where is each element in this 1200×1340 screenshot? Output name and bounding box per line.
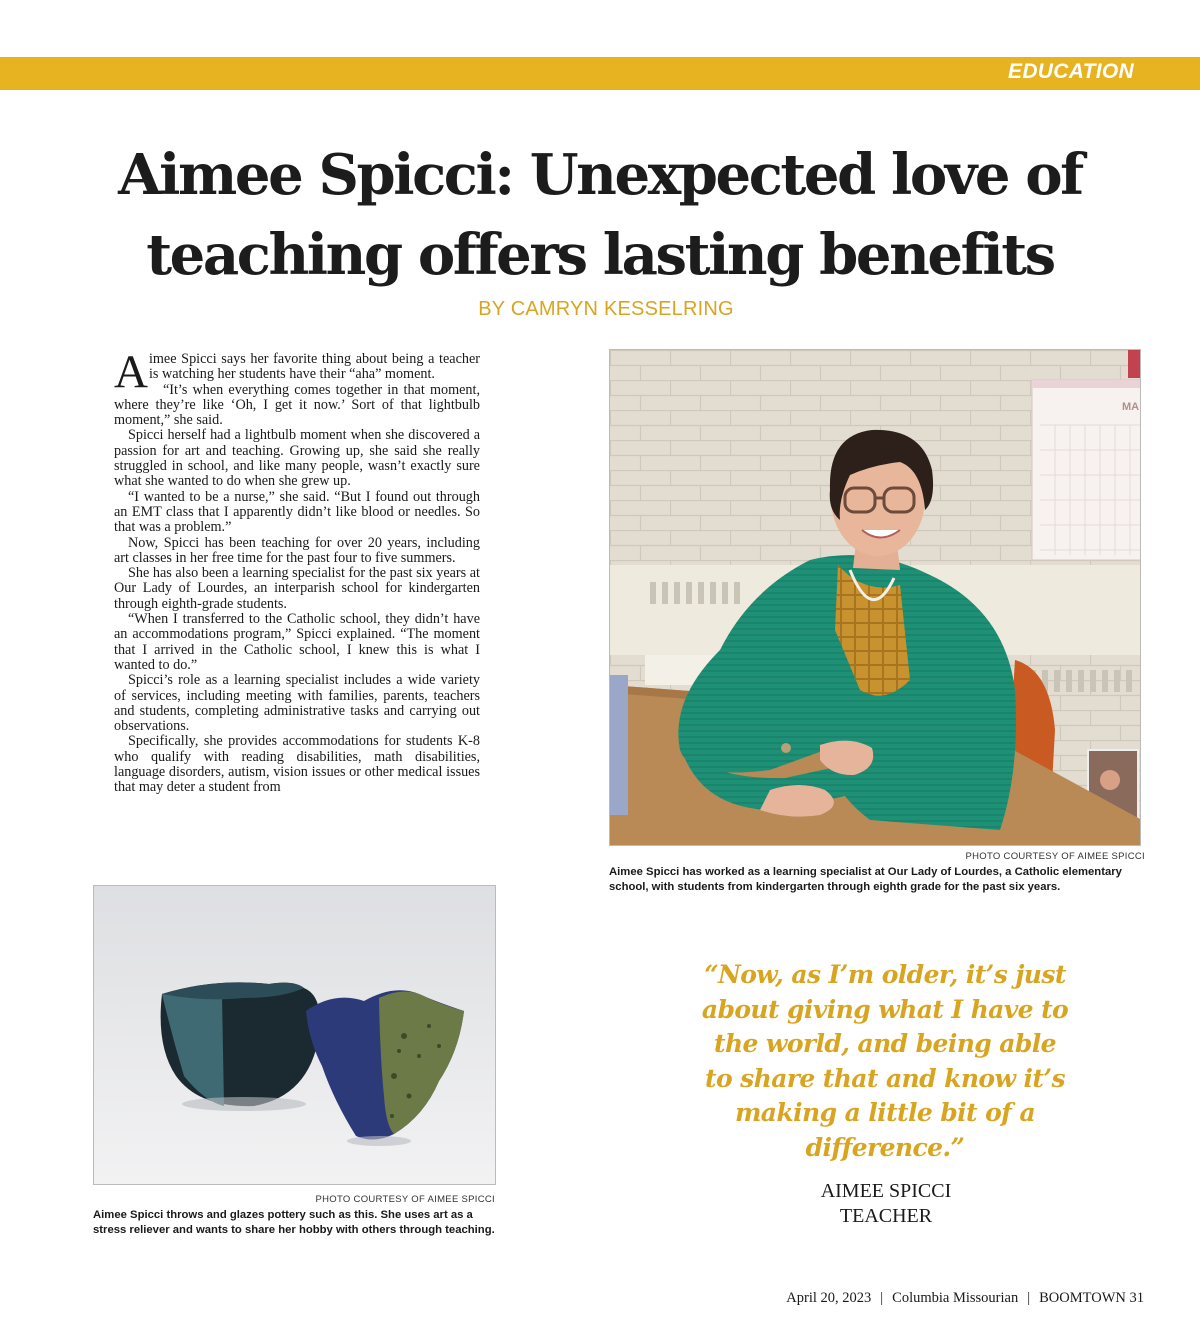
drop-cap: A — [114, 346, 148, 398]
body-paragraph: Spicci’s role as a learning specialist includes a wide variety of services, including meeting with families, parents, teachers and students, completing administrative tasks and carrying out observations. — [114, 672, 480, 735]
pottery-photo — [93, 885, 496, 1185]
body-paragraph: Specifically, she provides accommodations for students K-8 who qualify with reading disabilities, math disabilities, language disorders, autism, vision issues or other medical issues that may deter a student from — [114, 733, 480, 796]
first-paragraph-text: imee Spicci says her favorite thing about being a teacher is watching her students have their “aha” moment. — [148, 351, 480, 383]
headline: Aimee Spicci: Unexpected love of teaching offers lasting benefits — [118, 142, 1082, 288]
footer-separator: | — [1027, 1290, 1031, 1306]
pull-quote — [680, 958, 1090, 1165]
footer-section-page: BOOMTOWN 31 — [1039, 1290, 1144, 1306]
footer-paper: Columbia Missourian — [892, 1290, 1019, 1306]
first-paragraph — [114, 346, 480, 398]
body-paragraph: Now, Spicci has been teaching for over 20 years, including art classes in her free time for the past four to five summers. — [114, 534, 480, 566]
photo-caption: Aimee Spicci throws and glazes pottery such as this. She uses art as a stress reliever and wants to share her hobby with others through teaching. — [93, 1209, 495, 1236]
pull-quote-line: about giving what I have to — [701, 994, 1069, 1024]
teacher-photo — [609, 349, 1141, 846]
pull-quote-line: “Now, as I’m older, it’s just — [704, 960, 1066, 989]
pull-quote-line: to share that and know it’s — [705, 1063, 1065, 1093]
photo-credit: PHOTO COURTESY OF AIMEE SPICCI — [315, 1194, 495, 1205]
calendar-month-text: MA — [1122, 401, 1140, 413]
article-body — [114, 346, 480, 796]
teacher-photo-illustration — [610, 350, 1141, 846]
body-paragraph: “It’s when everything comes together in that moment, where they’re like ‘Oh, I get it now.’ Sort of that lightbulb moment,” she said. — [114, 381, 480, 429]
page-footer — [786, 1290, 1144, 1307]
section-bar — [0, 57, 1200, 90]
pull-quote-line: difference.” — [805, 1132, 965, 1162]
body-paragraph: Spicci herself had a lightbulb moment when she discovered a passion for art and teaching. Growing up, she said she really struggled in school, and like many people, wasn’t exactly sure what she wanted to do when she grew up. — [114, 427, 480, 490]
body-paragraph: She has also been a learning specialist for the past six years at Our Lady of Lourdes, an interparish school for kindergarten through eighth-grade students. — [114, 565, 480, 612]
photo-caption: Aimee Spicci has worked as a learning specialist at Our Lady of Lourdes, a Catholic elementary school, with students from kindergarten through eighth grade for the past six years. — [609, 866, 1122, 893]
body-paragraph: “I wanted to be a nurse,” she said. “But I found out through an EMT class that I apparently didn’t like blood or needles. So that was a problem.” — [114, 488, 480, 536]
footer-separator: | — [880, 1290, 884, 1306]
pottery-photo-illustration — [94, 886, 496, 1185]
pull-quote-line: the world, and being able — [714, 1029, 1056, 1058]
photo-credit: PHOTO COURTESY OF AIMEE SPICCI — [965, 851, 1145, 862]
pull-quote-line: making a little bit of a — [734, 1098, 1036, 1127]
quote-title: TEACHER — [839, 1205, 933, 1227]
byline: BY CAMRYN KESSELRING — [478, 298, 734, 320]
quote-name: AIMEE SPICCI — [820, 1180, 952, 1202]
section-label: EDUCATION — [1008, 60, 1134, 83]
body-paragraph: “When I transferred to the Catholic school, they didn’t have an accommodations program,” Spicci explained. “The moment that I arrived in the Catholic school, I knew this is what I wanted to do.” — [114, 611, 480, 673]
footer-date: April 20, 2023 — [786, 1290, 872, 1306]
quote-attribution — [736, 1179, 1036, 1229]
